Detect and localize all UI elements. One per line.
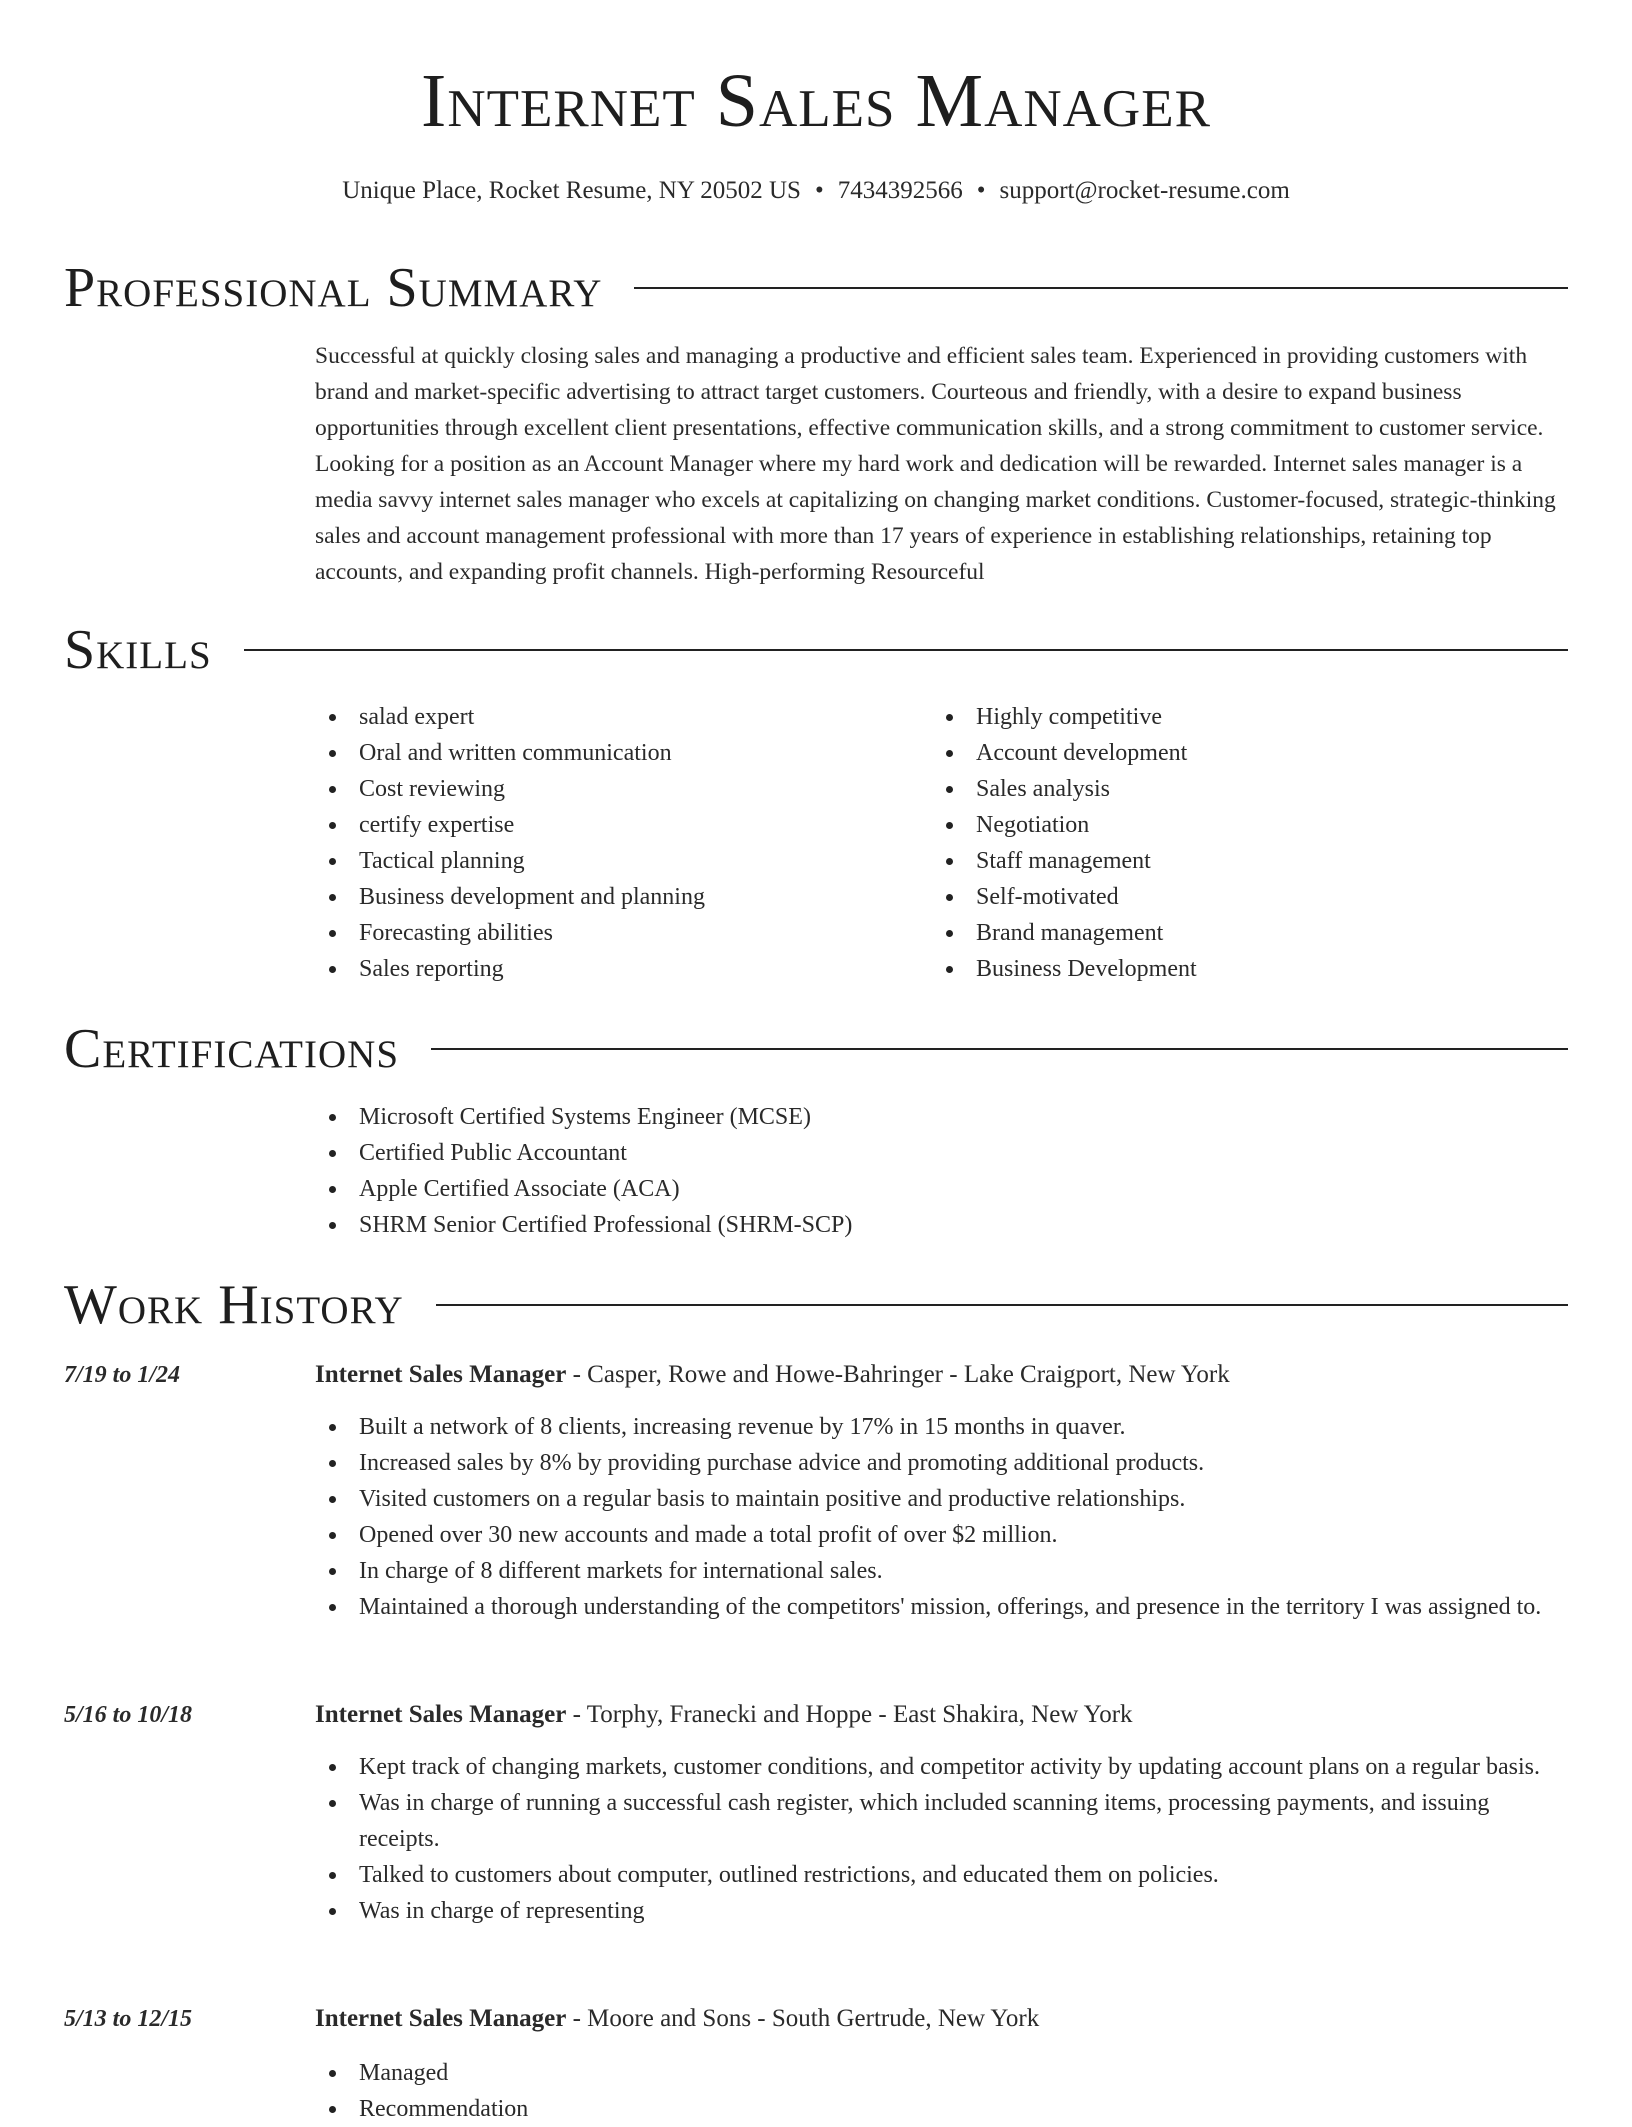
job-bullet: Increased sales by 8% by providing purchase advice and promoting additional products. <box>315 1445 1568 1481</box>
job-bullet: Talked to customers about computer, outlined restrictions, and educated them on policies. <box>315 1857 1568 1893</box>
job-heading <box>315 1697 1568 1733</box>
job-dates: 5/16 to 10/18 <box>64 1702 193 1728</box>
job-bullet: Managed <box>315 2055 1568 2091</box>
job-bullet: Maintained a thorough understanding of the competitors' mission, offerings, and presence in the territory I was assigned to. <box>315 1589 1568 1625</box>
skill-item: Oral and written communication <box>315 735 705 771</box>
skill-item: Sales reporting <box>315 951 705 987</box>
contact-phone[interactable]: 7434392566 <box>837 177 963 204</box>
job-role: Internet Sales Manager <box>315 1701 567 1728</box>
job-heading <box>315 1357 1568 1393</box>
skill-item: Business development and planning <box>315 879 705 915</box>
job-bullet: Recommendation <box>315 2091 1568 2127</box>
work-history-section-header <box>64 1270 1568 1340</box>
resume-name: Internet Sales Manager <box>421 59 1211 143</box>
certification-item: Apple Certified Associate (ACA) <box>315 1171 852 1207</box>
summary-section-header <box>64 253 1568 323</box>
skill-item: Self-motivated <box>932 879 1197 915</box>
contact-address: Unique Place, Rocket Resume, NY 20502 US <box>342 177 801 204</box>
skills-list-right <box>932 699 1197 987</box>
job-bullet: Opened over 30 new accounts and made a total profit of over $2 million. <box>315 1517 1568 1553</box>
skills-list-left <box>315 699 705 987</box>
skill-item: Account development <box>932 735 1197 771</box>
certification-item: Certified Public Accountant <box>315 1135 852 1171</box>
skill-item: salad expert <box>315 699 705 735</box>
job-bullet: Was in charge of running a successful cash register, which included scanning items, processing payments, and issuing receipts. <box>315 1785 1568 1857</box>
certifications-heading: Certifications <box>64 1018 400 1080</box>
skill-item: Sales analysis <box>932 771 1197 807</box>
section-divider <box>436 1304 1568 1306</box>
skill-item: Cost reviewing <box>315 771 705 807</box>
summary-text: Successful at quickly closing sales and managing a productive and efficient sales team. Experienced in providing customers with brand and market-specific advertising to attract target customers. Courteous and friendly, with a desire to expand business opportunities through excellent client presentations, effective communication skills, and a strong commitment to customer service. Looking for a position as an Account Manager where my hard work and dedication will be rewarded. Internet sales manager is a media savvy internet sales manager who excels at capitalizing on changing market conditions. Customer-focused, strategic-thinking sales and account management professional with more than 17 years of experience in establishing relationships, retaining top accounts, and expanding profit channels. High-performing Resourceful <box>315 343 1556 585</box>
certifications-section-header <box>64 1014 1568 1084</box>
job-bullets <box>315 1409 1568 1625</box>
section-divider <box>244 649 1568 651</box>
work-history-heading: Work History <box>64 1274 404 1336</box>
job-role: Internet Sales Manager <box>315 2005 567 2032</box>
section-divider <box>431 1048 1568 1050</box>
job-company-location: - Moore and Sons - South Gertrude, New York <box>566 2005 1040 2032</box>
skill-item: certify expertise <box>315 807 705 843</box>
skill-item: Brand management <box>932 915 1197 951</box>
skills-heading: Skills <box>64 619 212 681</box>
contact-separator: • <box>814 177 824 204</box>
contact-separator: • <box>976 177 986 204</box>
job-bullet: Kept track of changing markets, customer conditions, and competitor activity by updating account plans on a regular basis. <box>315 1749 1568 1785</box>
skill-item: Staff management <box>932 843 1197 879</box>
summary-heading: Professional Summary <box>64 257 603 319</box>
contact-email[interactable]: support@rocket-resume.com <box>999 177 1290 204</box>
certification-item: Microsoft Certified Systems Engineer (MCSE) <box>315 1099 852 1135</box>
skill-item: Tactical planning <box>315 843 705 879</box>
contact-line <box>0 174 1632 208</box>
job-bullets <box>315 1749 1568 1929</box>
skills-section-header <box>64 615 1568 685</box>
job-dates: 7/19 to 1/24 <box>64 1362 181 1388</box>
job-bullet: Built a network of 8 clients, increasing revenue by 17% in 15 months in quaver. <box>315 1409 1568 1445</box>
job-bullets <box>315 2055 1568 2127</box>
section-divider <box>634 287 1568 289</box>
job-company-location: - Casper, Rowe and Howe-Bahringer - Lake Craigport, New York <box>566 1361 1230 1388</box>
certifications-list <box>315 1099 852 1243</box>
job-bullet: In charge of 8 different markets for international sales. <box>315 1553 1568 1589</box>
skill-item: Forecasting abilities <box>315 915 705 951</box>
job-role: Internet Sales Manager <box>315 1361 567 1388</box>
job-dates: 5/13 to 12/15 <box>64 2006 193 2032</box>
certification-item: SHRM Senior Certified Professional (SHRM-SCP) <box>315 1207 852 1243</box>
skill-item: Negotiation <box>932 807 1197 843</box>
skill-item: Business Development <box>932 951 1197 987</box>
job-bullet: Was in charge of representing <box>315 1893 1568 1929</box>
job-company-location: - Torphy, Franecki and Hoppe - East Shakira, New York <box>566 1701 1133 1728</box>
job-heading <box>315 2001 1568 2037</box>
skill-item: Highly competitive <box>932 699 1197 735</box>
job-bullet: Visited customers on a regular basis to maintain positive and productive relationships. <box>315 1481 1568 1517</box>
